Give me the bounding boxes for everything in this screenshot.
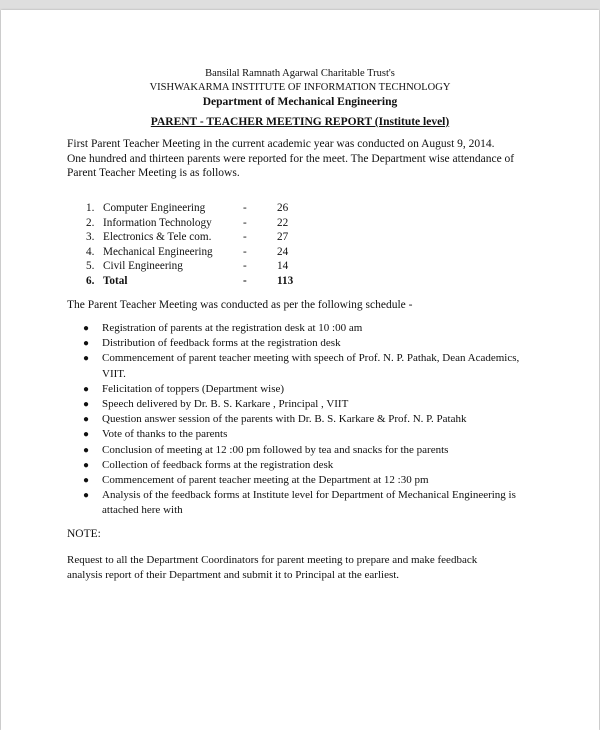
department-label: Information Technology	[103, 216, 212, 229]
row-number: 2.	[86, 216, 95, 229]
schedule-item-text: Question answer session of the parents with Dr. B. S. Karkare & Prof. N. P. Patahk	[102, 413, 467, 426]
schedule-item	[83, 458, 523, 473]
intro-paragraph	[67, 137, 527, 181]
attendance-count: 22	[277, 216, 289, 229]
note-heading: NOTE:	[67, 528, 101, 540]
schedule-item-text: Registration of parents at the registration desk at 10 :00 am	[102, 322, 363, 334]
report-title	[1, 116, 599, 128]
schedule-item	[83, 382, 523, 397]
schedule-item-text: Collection of feedback forms at the registration desk	[102, 458, 334, 471]
schedule-item-text: Commencement of parent teacher meeting at the Department at 12 :30 pm	[102, 474, 429, 487]
bullet-icon: ●	[83, 414, 90, 426]
schedule-item-text: Analysis of the feedback forms at Institute level for Department of Mechanical Engineering is attached here with	[102, 489, 516, 517]
document-page	[1, 10, 599, 730]
note-line: analysis report of their Department and submit it to Principal at the earliest.	[67, 569, 400, 581]
department-label: Computer Engineering	[103, 202, 206, 214]
total-label: Total	[103, 274, 128, 287]
row-dash: -	[243, 202, 247, 214]
schedule-item-text: Distribution of feedback forms at the registration desk	[102, 337, 341, 350]
bullet-icon: ●	[83, 353, 90, 365]
schedule-item	[83, 321, 523, 336]
schedule-item-text: Speech delivered by Dr. B. S. Karkare , Principal , VIIT	[102, 398, 349, 411]
intro-line: First Parent Teacher Meeting in the current academic year was conducted on August 9, 2014.	[67, 138, 495, 150]
row-dash: -	[243, 274, 247, 287]
schedule-item-text: Vote of thanks to the parents	[102, 428, 228, 441]
bullet-icon: ●	[83, 383, 90, 395]
schedule-list	[83, 321, 523, 519]
attendance-count: 24	[277, 245, 289, 258]
note-line: Request to all the Department Coordinators for parent meeting to prepare and make feedback	[67, 554, 478, 566]
row-dash: -	[243, 260, 247, 273]
row-dash: -	[243, 245, 247, 258]
schedule-item-text: Commencement of parent teacher meeting with speech of Prof. N. P. Pathak, Dean Academics, VIIT.	[102, 352, 520, 380]
intro-line: One hundred and thirteen parents were reported for the meet. The Department wise attendance of	[67, 152, 515, 165]
row-number: 3.	[86, 231, 95, 244]
row-number: 5.	[86, 260, 95, 273]
attendance-count: 27	[277, 231, 289, 244]
note-paragraph	[67, 553, 527, 583]
schedule-item	[83, 412, 523, 427]
schedule-item-text: Felicitation of toppers (Department wise)	[102, 382, 285, 395]
row-dash: -	[243, 216, 247, 229]
row-dash: -	[243, 231, 247, 244]
bullet-icon: ●	[83, 323, 90, 334]
bullet-icon: ●	[83, 459, 90, 471]
trust-name: Bansilal Ramnath Agarwal Charitable Trust's	[205, 68, 395, 79]
bullet-icon: ●	[83, 475, 90, 487]
schedule-item	[83, 351, 523, 381]
bullet-icon: ●	[83, 444, 90, 456]
department-label: Electronics & Tele com.	[103, 231, 212, 244]
schedule-item	[83, 336, 523, 351]
schedule-intro: The Parent Teacher Meeting was conducted as per the following schedule -	[67, 299, 413, 311]
schedule-item	[83, 488, 523, 518]
bullet-icon: ●	[83, 429, 90, 441]
department-name: Department of Mechanical Engineering	[202, 96, 398, 108]
bullet-icon: ●	[83, 490, 90, 502]
total-count: 113	[277, 274, 294, 287]
department-label: Civil Engineering	[103, 260, 183, 273]
attendance-count: 26	[277, 202, 289, 214]
row-number: 4.	[86, 245, 95, 258]
institute-name: VISHWAKARMA INSTITUTE OF INFORMATION TECHNOLOGY	[149, 82, 451, 93]
schedule-item	[83, 427, 523, 442]
row-number: 6.	[86, 274, 95, 287]
schedule-item	[83, 443, 523, 458]
department-label: Mechanical Engineering	[103, 245, 213, 258]
bullet-icon: ●	[83, 399, 90, 411]
schedule-item-text: Conclusion of meeting at 12 :00 pm followed by tea and snacks for the parents	[102, 443, 449, 456]
intro-line: Parent Teacher Meeting is as follows.	[67, 167, 240, 180]
attendance-count: 14	[277, 260, 289, 273]
report-title-text: PARENT - TEACHER MEETING REPORT (Institute level)	[150, 116, 450, 128]
schedule-item	[83, 473, 523, 488]
bullet-icon: ●	[83, 338, 90, 350]
schedule-item	[83, 397, 523, 412]
row-number: 1.	[86, 202, 95, 214]
